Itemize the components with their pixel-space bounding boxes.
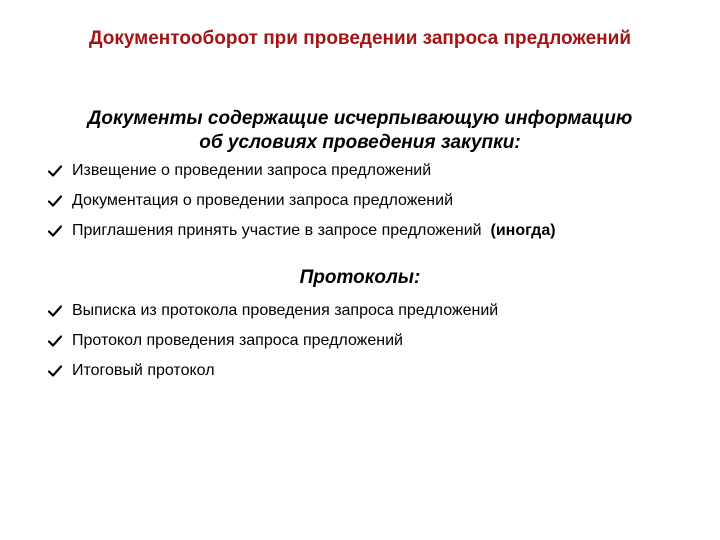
documents-list: [48, 156, 556, 246]
section-heading-line: Документы содержащие исчерпывающую информацию: [87, 108, 633, 129]
checkmark-icon: [48, 365, 62, 377]
list-item: [48, 296, 498, 326]
protocols-list: [48, 296, 498, 386]
list-item: [48, 156, 556, 186]
list-item-text: Приглашения принять участие в запросе предложений: [72, 222, 482, 239]
list-item: [48, 356, 498, 386]
list-item: [48, 216, 556, 246]
list-item-text: Выписка из протокола проведения запроса предложений: [72, 302, 499, 319]
section-heading-documents: [20, 107, 700, 155]
checkmark-icon: [48, 165, 62, 177]
checkmark-icon: [48, 335, 62, 347]
slide-title: Документооборот при проведении запроса предложений: [88, 28, 632, 49]
list-item: [48, 186, 556, 216]
list-item-text: Итоговый протокол: [72, 362, 215, 379]
list-item-text: Документация о проведении запроса предложений: [72, 192, 453, 209]
list-item-note: (иногда): [486, 222, 556, 239]
section-heading-protocols: Протоколы:: [299, 267, 421, 288]
checkmark-icon: [48, 195, 62, 207]
section-heading-line: об условиях проведения закупки:: [199, 132, 521, 153]
checkmark-icon: [48, 225, 62, 237]
list-item-text: Извещение о проведении запроса предложений: [72, 162, 432, 179]
checkmark-icon: [48, 305, 62, 317]
list-item-text: Протокол проведения запроса предложений: [72, 332, 403, 349]
list-item: [48, 326, 498, 356]
